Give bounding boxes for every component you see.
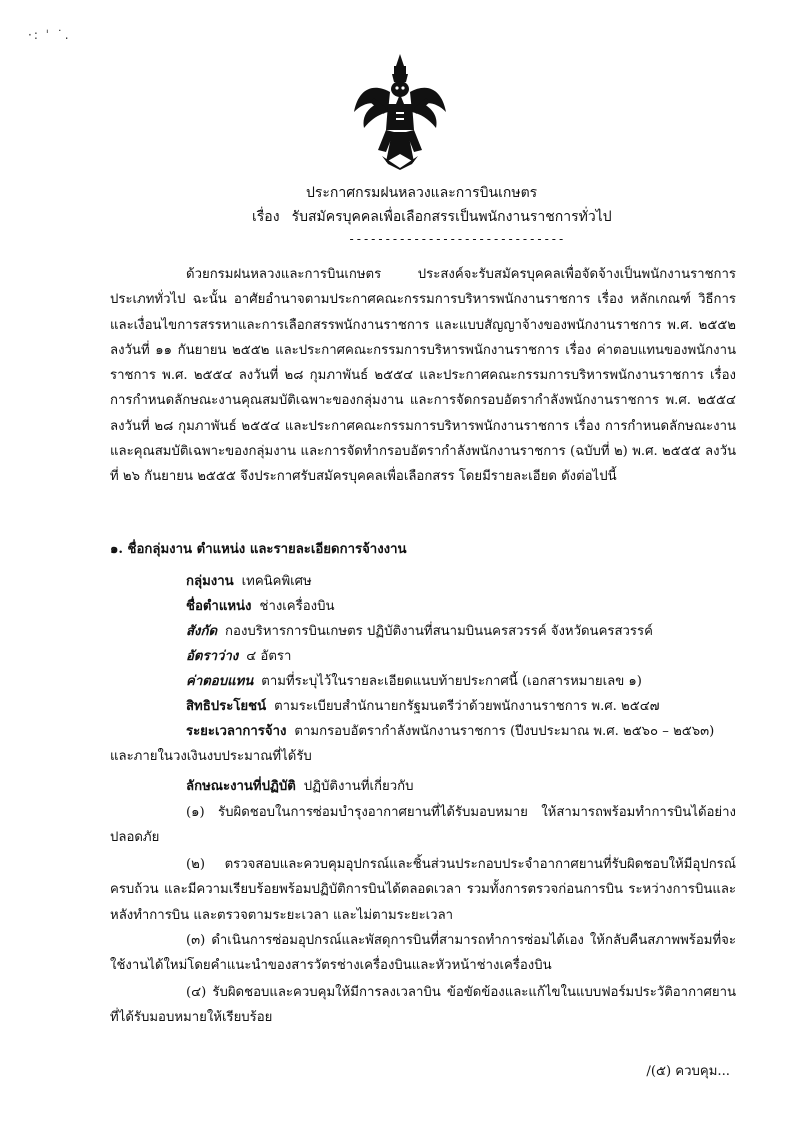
subject-label: เรื่อง (252, 209, 280, 225)
scan-specks: ·: ˈ ˙. (28, 28, 71, 42)
subject-text: รับสมัครบุคคลเพื่อเลือกสรรเป็นพนักงานราชการทั่วไป (291, 209, 612, 225)
garuda-emblem-icon (352, 52, 448, 170)
duty-item-1: (๑) รับผิดชอบในการซ่อมบำรุงอากาศยานที่ได้รับมอบหมาย ให้สามารถพร้อมทำการบินได้อย่างปลอดภัย (110, 805, 736, 846)
field-benefit (186, 695, 660, 716)
field-benefit-label: สิทธิประโยชน์ (186, 699, 267, 714)
field-vacancy-label: อัตราว่าง (186, 649, 239, 664)
title-line-2 (252, 206, 612, 228)
title-divider: ------------------------------ (348, 232, 565, 246)
duty-item-2: (๒) ตรวจสอบและควบคุมอุปกรณ์และชิ้นส่วนประกอบประจำอากาศยานที่รับผิดชอบให้มีอุปกรณ์ครบถ้วน และมีความเรียบร้อยพร้อมปฏิบัติการบินได้ตลอดเวลา รวมทั้งการตรวจก่อนการบิน ระหว่างการบินและหลังทำการบิน และตรวจตามระยะเวลา และไม่ตามระยะเวลา (110, 857, 736, 923)
field-affiliation-value: กองบริหารการบินเกษตร ปฏิบัติงานที่สนามบินนครสวรรค์ จังหวัดนครสวรรค์ (225, 624, 653, 639)
field-pay (186, 670, 642, 691)
duty-item-3: (๓) ดำเนินการซ่อมอุปกรณ์และพัสดุการบินที่สามารถทำการซ่อมได้เอง ให้กลับคืนสภาพพร้อมที่จะใช้งานได้ใหม่โดยคำแนะนำของสารวัตรช่างเครื่องบินและหัวหน้าช่างเครื่องบิน (110, 933, 736, 974)
field-duty-label: ลักษณะงานที่ปฏิบัติ (186, 779, 296, 794)
section-1-heading: ๑. ชื่อกลุ่มงาน ตำแหน่ง และรายละเอียดการจ้างงาน (110, 542, 407, 557)
field-position (186, 595, 334, 616)
field-term-continuation: และภายในวงเงินงบประมาณที่ได้รับ (110, 749, 312, 764)
field-position-value: ช่างเครื่องบิน (259, 599, 335, 614)
field-duty (186, 775, 414, 796)
field-group (186, 570, 312, 591)
field-term (186, 720, 714, 741)
page-continuation-marker: /(๕) ควบคุม... (646, 1064, 730, 1079)
field-duty-value: ปฏิบัติงานที่เกี่ยวกับ (303, 779, 414, 794)
field-group-value: เทคนิคพิเศษ (241, 574, 312, 589)
field-term-label: ระยะเวลาการจ้าง (186, 724, 287, 739)
field-pay-label: ค่าตอบแทน (186, 674, 254, 689)
field-affiliation-label: สังกัด (186, 624, 218, 639)
field-pay-value: ตามที่ระบุไว้ในรายละเอียดแนบท้ายประกาศนี้ (เอกสารหมายเลข ๑) (261, 674, 642, 689)
field-vacancy-value: ๔ อัตรา (246, 649, 292, 664)
field-vacancy (186, 645, 291, 666)
field-term-value: ตามกรอบอัตรากำลังพนักงานราชการ (ปีงบประมาณ พ.ศ. ๒๕๖๐ – ๒๕๖๓) (294, 724, 715, 739)
field-position-label: ชื่อตำแหน่ง (186, 599, 252, 614)
intro-paragraph: ด้วยกรมฝนหลวงและการบินเกษตร ประสงค์จะรับสมัครบุคคลเพื่อจัดจ้างเป็นพนักงานราชการประเภททั่วไป ฉะนั้น อาศัยอำนาจตามประกาศคณะกรรมการบริหารพนักงานราชการ เรื่อง หลักเกณฑ์ วิธีการ และเงื่อนไขการสรรหาและการเลือกสรรพนักงานราชการ และแบบสัญญาจ้างของพนักงานราชการ พ.ศ. ๒๕๕๒ ลงวันที่ ๑๑ กันยายน ๒๕๕๒ และประกาศคณะกรรมการบริหารพนักงานราชการ เรื่อง ค่าตอบแทนของพนักงานราชการ พ.ศ. ๒๕๕๔ ลงวันที่ ๒๘ กุมภาพันธ์ ๒๕๕๔ และประกาศคณะกรรมการบริหารพนักงานราชการ เรื่อง การกำหนดลักษณะงานคุณสมบัติเฉพาะของกลุ่มงาน และการจัดกรอบอัตรากำลังพนักงานราชการ พ.ศ. ๒๕๕๔ ลงวันที่ ๒๘ กุมภาพันธ์ ๒๕๕๔ และประกาศคณะกรรมการบริหารพนักงานราชการ เรื่อง การกำหนดลักษณะงาน และคุณสมบัติเฉพาะของกลุ่มงาน และการจัดทำกรอบอัตรากำลังพนักงานราชการ (ฉบับที่ ๒) พ.ศ. ๒๕๕๕ ลงวันที่ ๒๖ กันยายน ๒๕๕๕ จึงประกาศรับสมัครบุคคลเพื่อเลือกสรร โดยมีรายละเอียด ดังต่อไปนี้ (110, 267, 736, 485)
field-affiliation (186, 620, 653, 641)
field-group-label: กลุ่มงาน (186, 574, 234, 589)
duty-item-4: (๔) รับผิดชอบและควบคุมให้มีการลงเวลาบิน ข้อขัดข้องและแก้ไขในแบบฟอร์มประวัติอากาศยานที่ได้รับมอบหมายให้เรียบร้อย (110, 985, 736, 1026)
title-line-1: ประกาศกรมฝนหลวงและการบินเกษตร (306, 185, 538, 201)
field-benefit-value: ตามระเบียบสำนักนายกรัฐมนตรีว่าด้วยพนักงานราชการ พ.ศ. ๒๕๔๗ (274, 699, 660, 714)
